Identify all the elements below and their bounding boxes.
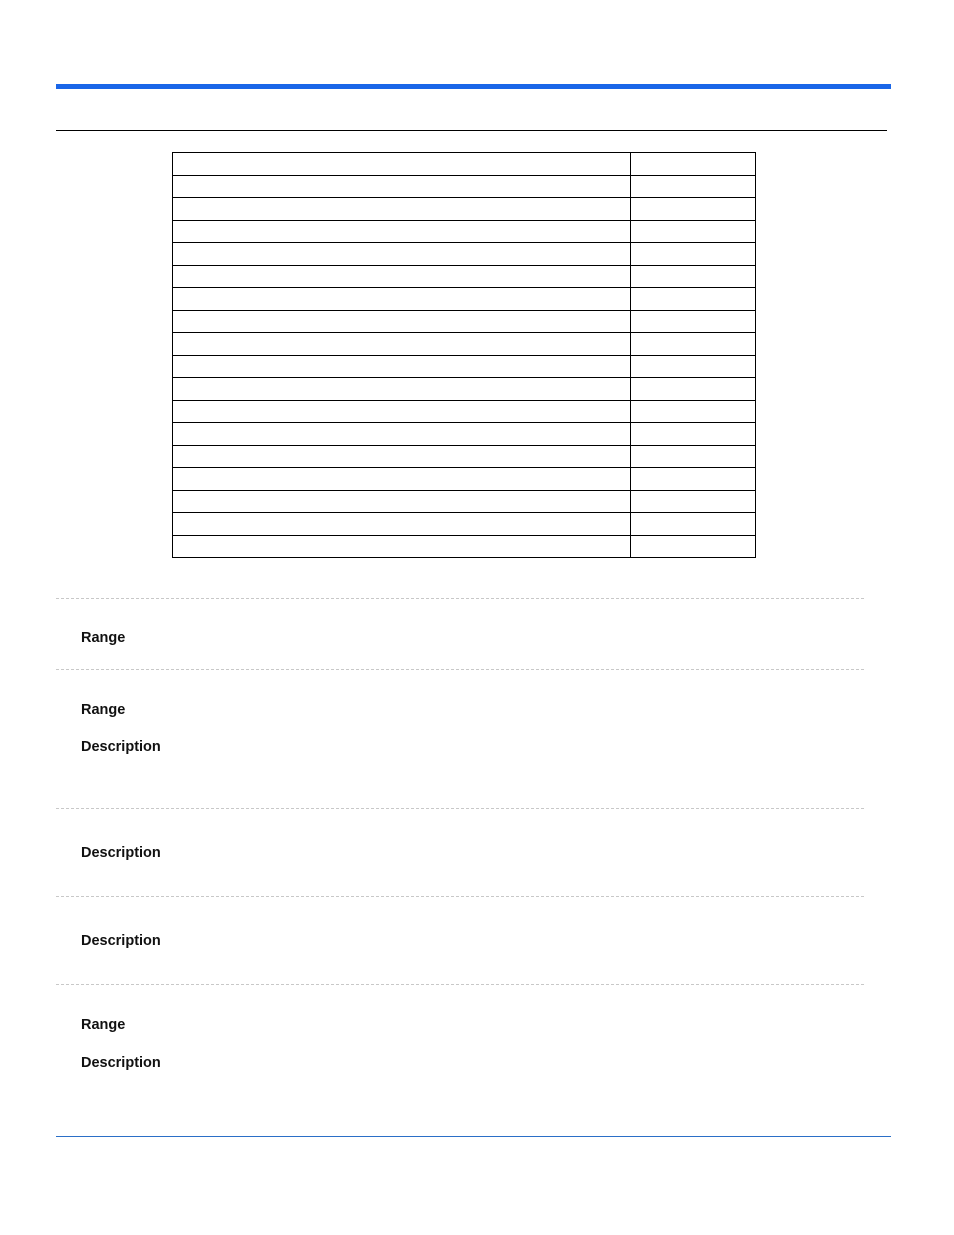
table-row [173, 355, 756, 378]
table-row [173, 153, 756, 176]
table-cell [173, 288, 631, 311]
table-cell [631, 355, 756, 378]
table-row [173, 288, 756, 311]
table-row [173, 490, 756, 513]
header-accent-bar [56, 84, 891, 89]
table-cell [173, 265, 631, 288]
table-row [173, 400, 756, 423]
table-cell [173, 513, 631, 536]
table-cell [631, 288, 756, 311]
parameter-table-body [173, 153, 756, 558]
description-label: Description [81, 933, 161, 949]
table-cell [631, 513, 756, 536]
table-cell [173, 175, 631, 198]
table-row [173, 175, 756, 198]
section-separator [56, 984, 864, 985]
table-cell [173, 378, 631, 401]
table-cell [631, 153, 756, 176]
table-row [173, 310, 756, 333]
parameter-table [172, 152, 756, 558]
section-separator [56, 896, 864, 897]
range-label: Range [81, 1017, 126, 1033]
table-row [173, 220, 756, 243]
table-cell [631, 378, 756, 401]
table-row [173, 378, 756, 401]
table-cell [631, 310, 756, 333]
table-cell [173, 198, 631, 221]
table-cell [631, 400, 756, 423]
table-cell [173, 445, 631, 468]
table-cell [631, 445, 756, 468]
table-row [173, 198, 756, 221]
range-label: Range [81, 630, 126, 646]
section-separator [56, 669, 864, 670]
description-label: Description [81, 845, 161, 861]
table-cell [173, 355, 631, 378]
table-cell [631, 198, 756, 221]
table-row [173, 513, 756, 536]
table-cell [631, 220, 756, 243]
table-cell [173, 243, 631, 266]
range-label: Range [81, 702, 126, 718]
section-separator [56, 598, 864, 599]
table-cell [631, 265, 756, 288]
section-separator [56, 808, 864, 809]
table-row [173, 243, 756, 266]
table-cell [173, 400, 631, 423]
table-cell [631, 468, 756, 491]
table-cell [173, 535, 631, 558]
description-label: Description [81, 1055, 161, 1071]
table-row [173, 445, 756, 468]
table-cell [173, 490, 631, 513]
table-cell [173, 333, 631, 356]
table-row [173, 265, 756, 288]
description-label: Description [81, 739, 161, 755]
table-row [173, 535, 756, 558]
table-cell [631, 490, 756, 513]
table-cell [173, 153, 631, 176]
table-cell [173, 310, 631, 333]
table-cell [173, 468, 631, 491]
table-row [173, 468, 756, 491]
table-row [173, 423, 756, 446]
table-cell [173, 423, 631, 446]
table-row [173, 333, 756, 356]
table-cell [631, 175, 756, 198]
footer-rule [56, 1136, 891, 1137]
table-cell [631, 333, 756, 356]
table-cell [631, 243, 756, 266]
table-cell [631, 423, 756, 446]
table-cell [173, 220, 631, 243]
header-rule [56, 130, 887, 131]
table-cell [631, 535, 756, 558]
